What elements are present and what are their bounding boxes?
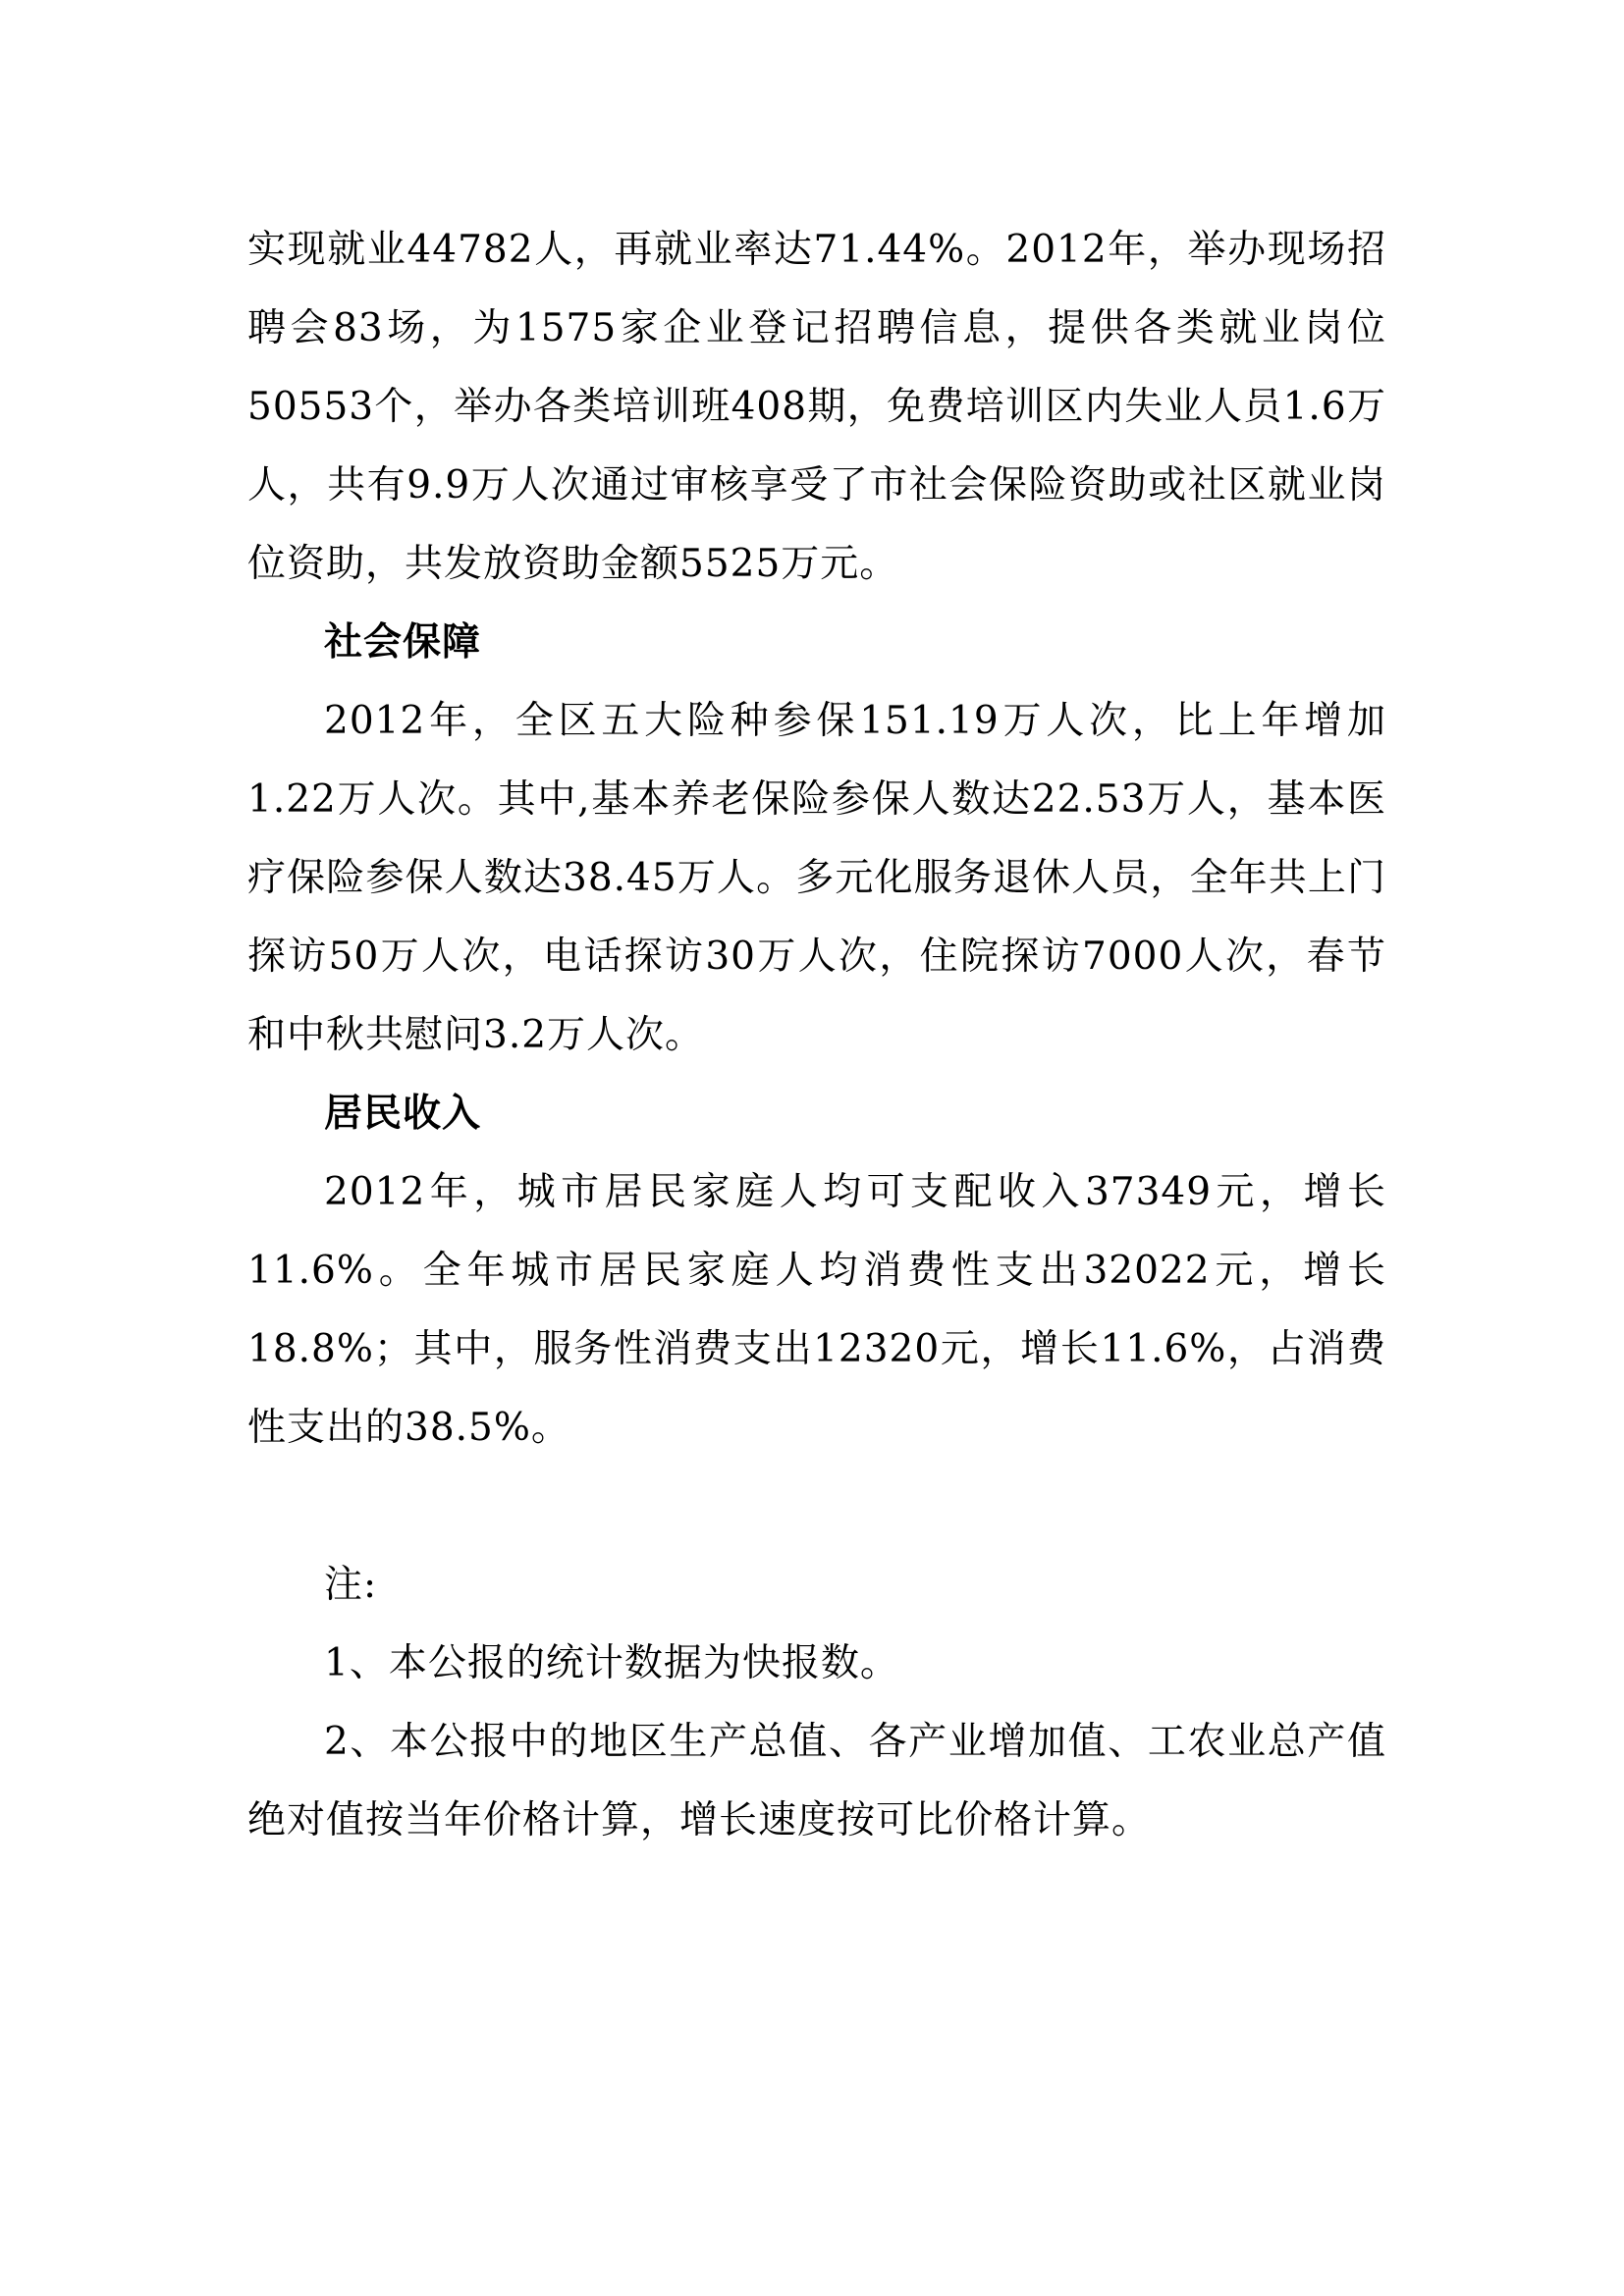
notes-section (247, 1546, 1386, 1860)
note-item-1: 1、本公报的统计数据为快报数。 (324, 1641, 899, 1685)
note-item-2: 2、本公报中的地区生产总值、各产业增加值、工农业总产值绝对值按当年价格计算，增长速度按可比价格计算。 (247, 1720, 1386, 1842)
notes-label: 注: (324, 1563, 378, 1607)
income-heading: 居民收入 (324, 1092, 482, 1136)
document-body (247, 211, 1386, 1860)
social-security-heading: 社会保障 (324, 620, 482, 665)
social-security-paragraph: 2012年，全区五大险种参保151.19万人次，比上年增加1.22万人次。其中,基本养老保险参保人数达22.53万人，基本医疗保险参保人数达38.45万人。多元化服务退休人员，全年共上门探访50万人次，电话探访30万人次，住院探访7000人次，春节和中秋共慰问3.2万人次。 (247, 699, 1386, 1057)
employment-paragraph: 实现就业44782人，再就业率达71.44%。2012年，举办现场招聘会83场，为1575家企业登记招聘信息，提供各类就业岗位50553个，举办各类培训班408期，免费培训区内失业人员1.6万人，共有9.9万人次通过审核享受了市社会保险资助或社区就业岗位资助，共发放资助金额5525万元。 (247, 228, 1386, 586)
income-paragraph: 2012年，城市居民家庭人均可支配收入37349元，增长11.6%。全年城市居民家庭人均消费性支出32022元，增长18.8%；其中，服务性消费支出12320元，增长11.6%，占消费性支出的38.5%。 (247, 1170, 1386, 1450)
